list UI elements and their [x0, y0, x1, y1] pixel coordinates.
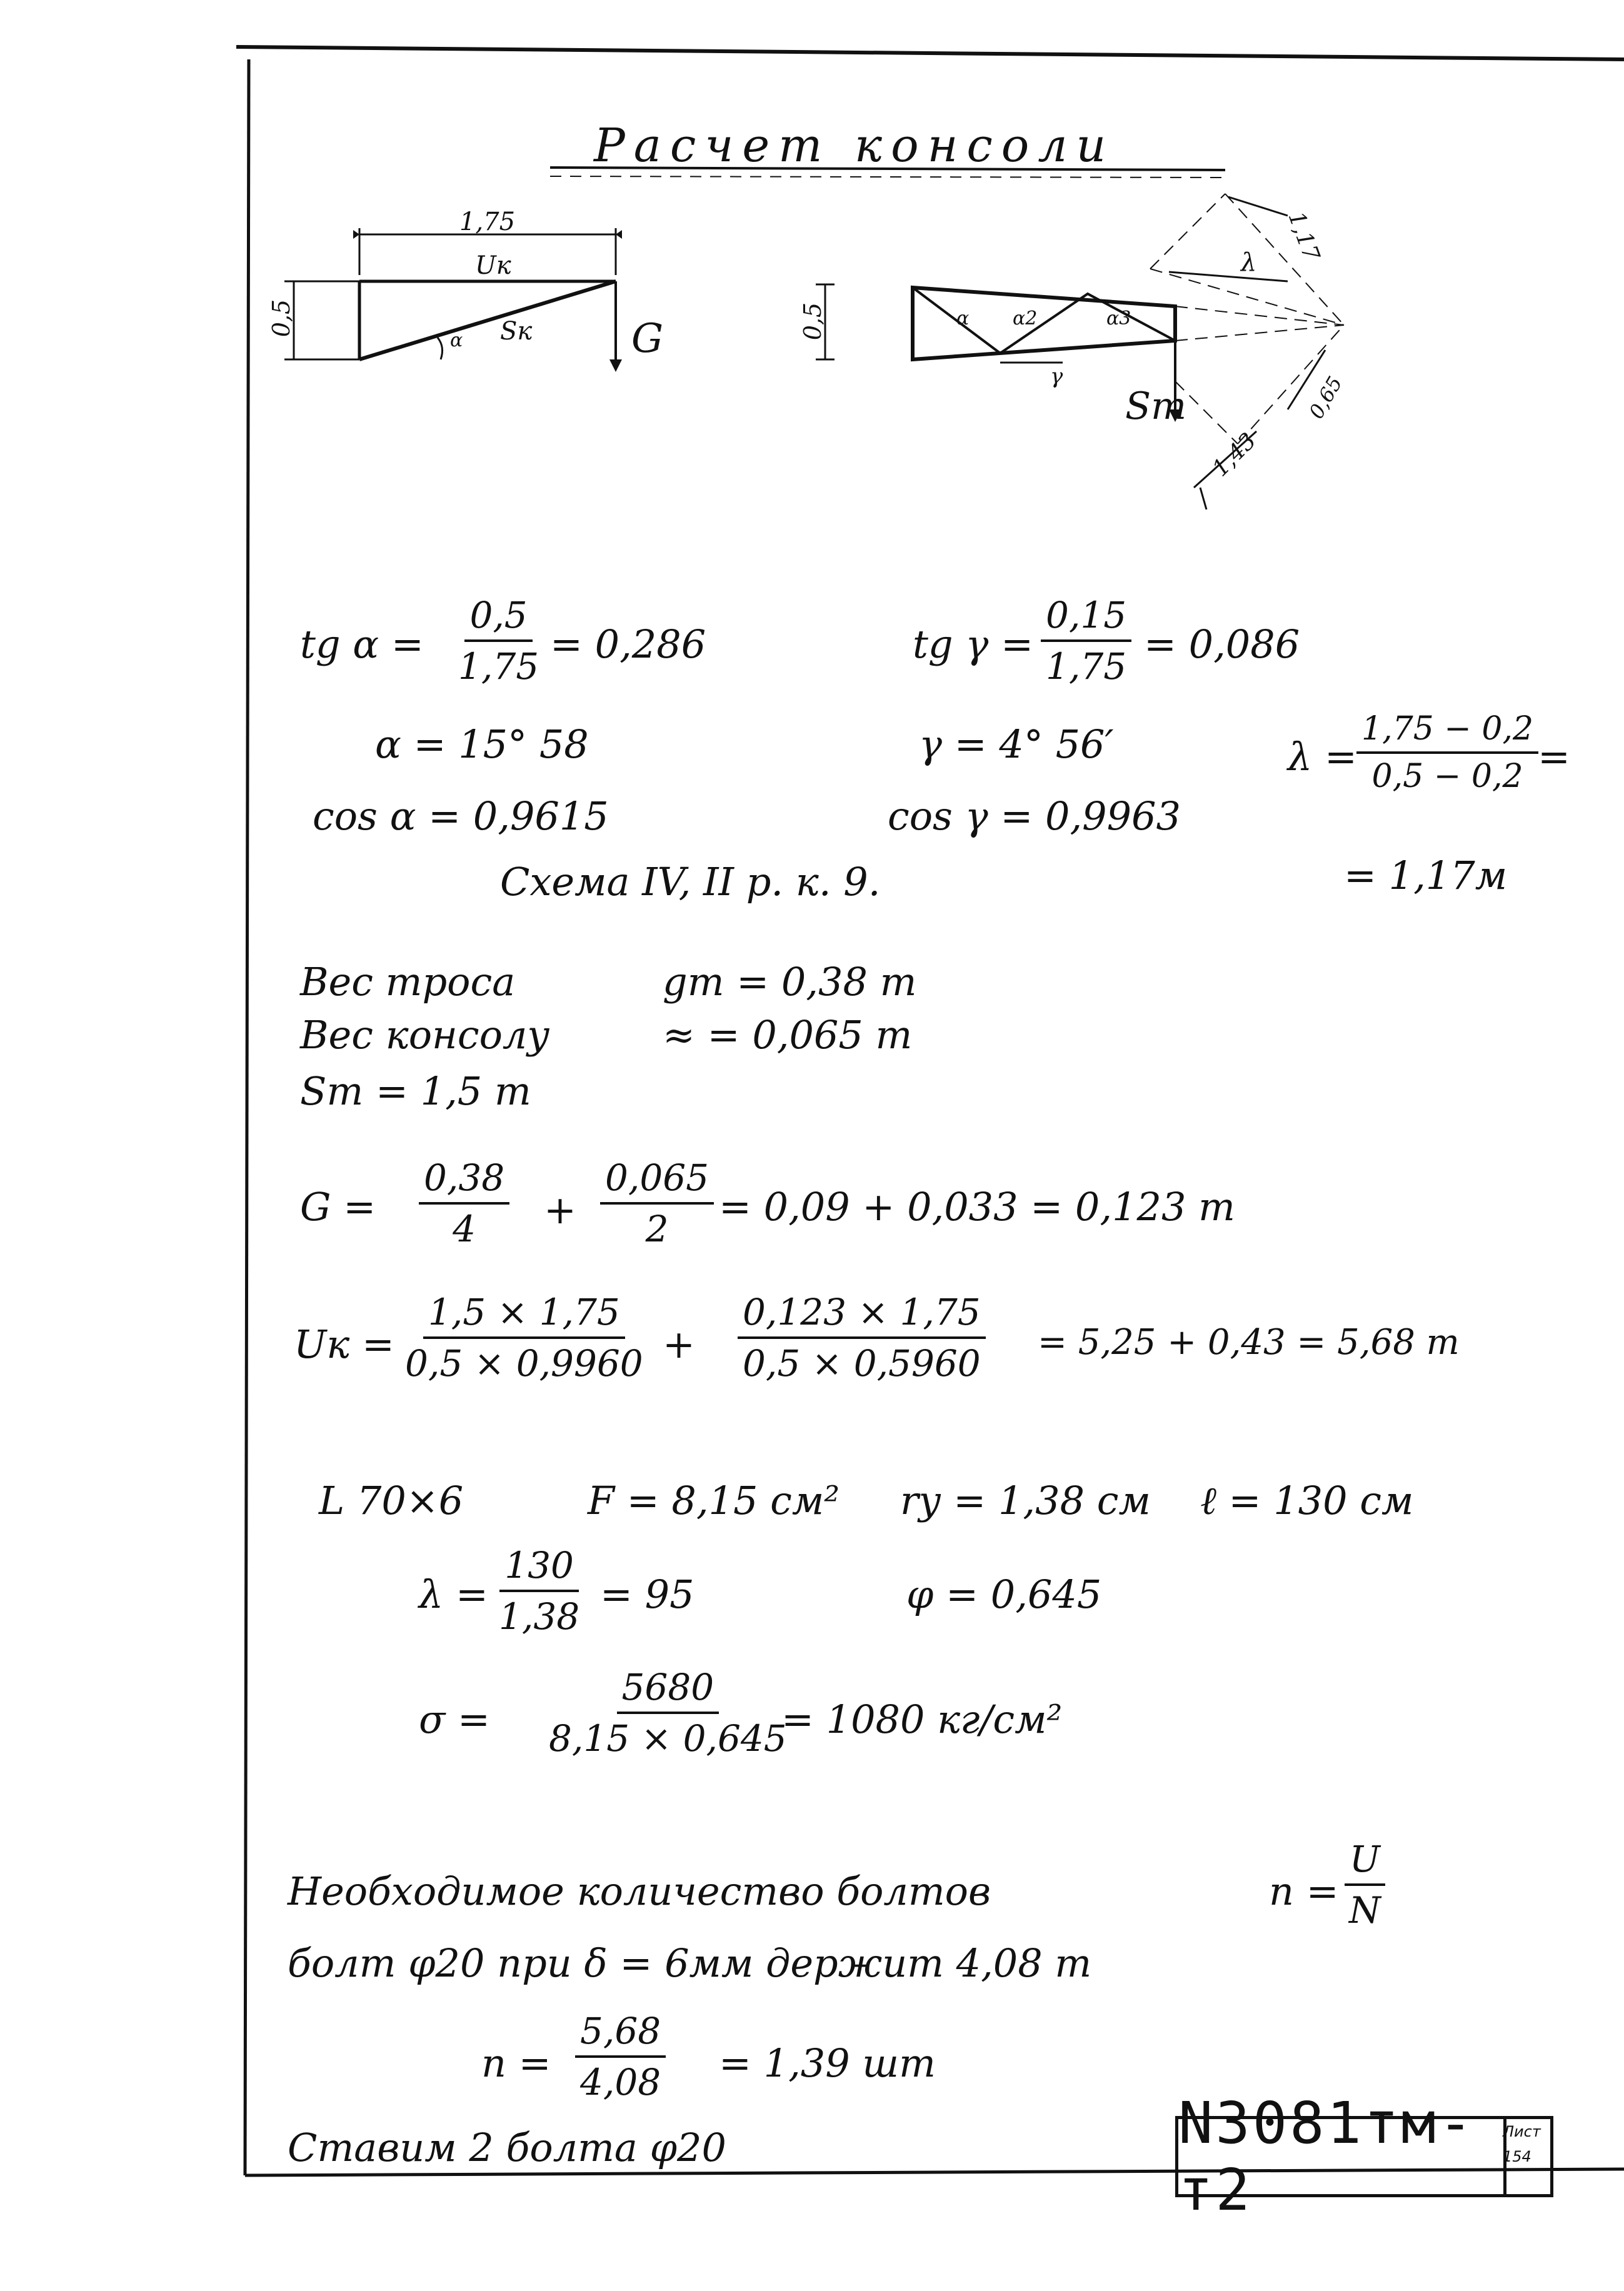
uk-denominator-2: 0,5 × 0,5960	[743, 1342, 981, 1385]
slenderness-lhs: λ =	[419, 1572, 488, 1617]
stress-numerator: 5680	[617, 1669, 719, 1714]
fig1-sk-label: Sк	[500, 317, 533, 346]
rope-weight-value: gт = 0,38 т	[663, 959, 917, 1005]
stress-lhs: σ =	[419, 1697, 490, 1742]
lambda-lhs: λ =	[1288, 734, 1357, 780]
bolt-count-fraction	[575, 2010, 666, 2103]
bolt-capacity: болт φ20 при δ = 6мм держит 4,08 т	[288, 1940, 1092, 1986]
fig2-lambda-label: λ	[1241, 248, 1257, 277]
alpha-value: α = 15° 58	[375, 721, 589, 767]
cos-gamma: cos γ = 0,9963	[888, 793, 1181, 839]
bolts-fraction	[1344, 1838, 1386, 1932]
uk-lhs: Uк =	[294, 1321, 394, 1367]
slenderness-result: = 95	[600, 1572, 694, 1617]
fig2-alpha3-label: α3	[1106, 308, 1131, 329]
gamma-value: γ = 4° 56′	[919, 721, 1114, 767]
rope-weight-label: Вес троса	[300, 959, 516, 1005]
slenderness-denominator: 1,38	[499, 1595, 580, 1638]
final-decision: Ставим 2 болта φ20	[288, 2125, 726, 2170]
page-title: Расчет консоли	[594, 119, 1115, 173]
g-result: = 0,09 + 0,033 = 0,123 т	[719, 1184, 1235, 1230]
console-weight-value: ≈ = 0,065 т	[663, 1012, 913, 1058]
tgg-denominator: 1,75	[1046, 645, 1127, 688]
angle-profile: L 70×6	[319, 1478, 464, 1523]
drawing-number-stamp	[1175, 2090, 1506, 2223]
fig2-dim-117: 1,17	[1283, 208, 1325, 264]
stress-result: = 1080 кг/см²	[781, 1697, 1063, 1742]
radius-gyration: rу = 1,38 см	[900, 1478, 1151, 1523]
g-numerator-2: 0,065	[600, 1160, 714, 1205]
g-plus: +	[544, 1187, 576, 1233]
slenderness-numerator: 130	[499, 1547, 579, 1592]
slenderness-fraction	[494, 1544, 584, 1638]
bolt-count-denominator: 4,08	[580, 2061, 661, 2103]
fig1-uk-label: Uк	[475, 251, 511, 280]
tgg-lhs: tg γ =	[913, 621, 1034, 667]
lambda-result: = 1,17м	[1344, 853, 1508, 898]
g-denominator-1: 4	[453, 1208, 476, 1250]
drawing-number: N3081тм-т2	[1178, 2090, 1476, 2223]
g-fraction-1	[419, 1156, 509, 1250]
lambda-numerator: 1,75 − 0,2	[1356, 713, 1538, 754]
section-area: F = 8,15 см²	[588, 1478, 840, 1523]
g-numerator-1: 0,38	[419, 1160, 509, 1205]
st-value: Sт = 1,5 т	[300, 1068, 531, 1114]
phi-value: φ = 0,645	[906, 1572, 1102, 1617]
tga-denominator: 1,75	[458, 645, 539, 688]
fig2-height-label: 0,5	[799, 302, 827, 341]
tga-fraction	[453, 594, 544, 688]
fig2-dim-065: 0,65	[1304, 372, 1347, 423]
bolt-count-result: = 1,39 шт	[719, 2040, 936, 2086]
uk-denominator-1: 0,5 × 0,9960	[405, 1342, 643, 1385]
console-weight-label: Вес консолу	[300, 1012, 550, 1058]
cos-alpha: cos α = 0,9615	[313, 793, 609, 839]
tgg-numerator: 0,15	[1041, 597, 1131, 642]
fig2-st-label: Sт	[1125, 384, 1186, 428]
fig2-alpha1-label: α	[956, 308, 970, 329]
fig1-height-label: 0,5	[268, 299, 296, 338]
tgg-fraction	[1041, 594, 1131, 688]
uk-result: = 5,25 + 0,43 = 5,68 т	[1038, 1322, 1460, 1363]
fig1-alpha-label: α	[450, 329, 463, 351]
fig2-alpha2-label: α2	[1013, 308, 1038, 329]
g-lhs: G =	[300, 1184, 376, 1230]
g-fraction-2	[600, 1156, 714, 1250]
lambda-denominator: 0,5 − 0,2	[1371, 758, 1523, 795]
figure-2-force-diagram	[816, 194, 1347, 509]
tga-lhs: tg α =	[300, 621, 424, 667]
g-denominator-2: 2	[645, 1208, 669, 1250]
bolt-count-lhs: n =	[481, 2040, 551, 2086]
sheet-number: 154	[1503, 2148, 1531, 2165]
fig2-dim-143: 1,43	[1207, 428, 1261, 482]
fig1-load-label: G	[631, 316, 664, 362]
bolts-n-lhs: n =	[1269, 1868, 1339, 1914]
uk-numerator-2: 0,123 × 1,75	[738, 1294, 986, 1339]
fig1-length-label: 1,75	[459, 208, 516, 236]
sheet-label: Лист	[1503, 2123, 1541, 2140]
uk-numerator-1: 1,5 × 1,75	[423, 1294, 625, 1339]
uk-fraction-2	[738, 1291, 986, 1385]
member-length: ℓ = 130 см	[1200, 1478, 1414, 1523]
stress-fraction	[544, 1666, 792, 1760]
bolts-numerator: U	[1345, 1841, 1385, 1886]
scheme-ref: Схема IV, II р. к. 9.	[500, 859, 881, 905]
lambda-fraction	[1356, 710, 1538, 795]
bolts-denominator: N	[1349, 1889, 1381, 1932]
tgg-result: = 0,086	[1144, 621, 1300, 667]
tga-numerator: 0,5	[464, 597, 532, 642]
fig2-gamma-label: γ	[1050, 364, 1063, 389]
stress-denominator: 8,15 × 0,645	[549, 1717, 787, 1760]
bolt-count-numerator: 5,68	[575, 2013, 666, 2058]
tga-result: = 0,286	[550, 621, 706, 667]
uk-plus: +	[663, 1321, 695, 1367]
sheet-number-cell	[1500, 2116, 1553, 2197]
bolts-required-text: Необходимое количество болтов	[288, 1868, 991, 1914]
lambda-eq: =	[1538, 734, 1570, 780]
uk-fraction-1	[400, 1291, 648, 1385]
